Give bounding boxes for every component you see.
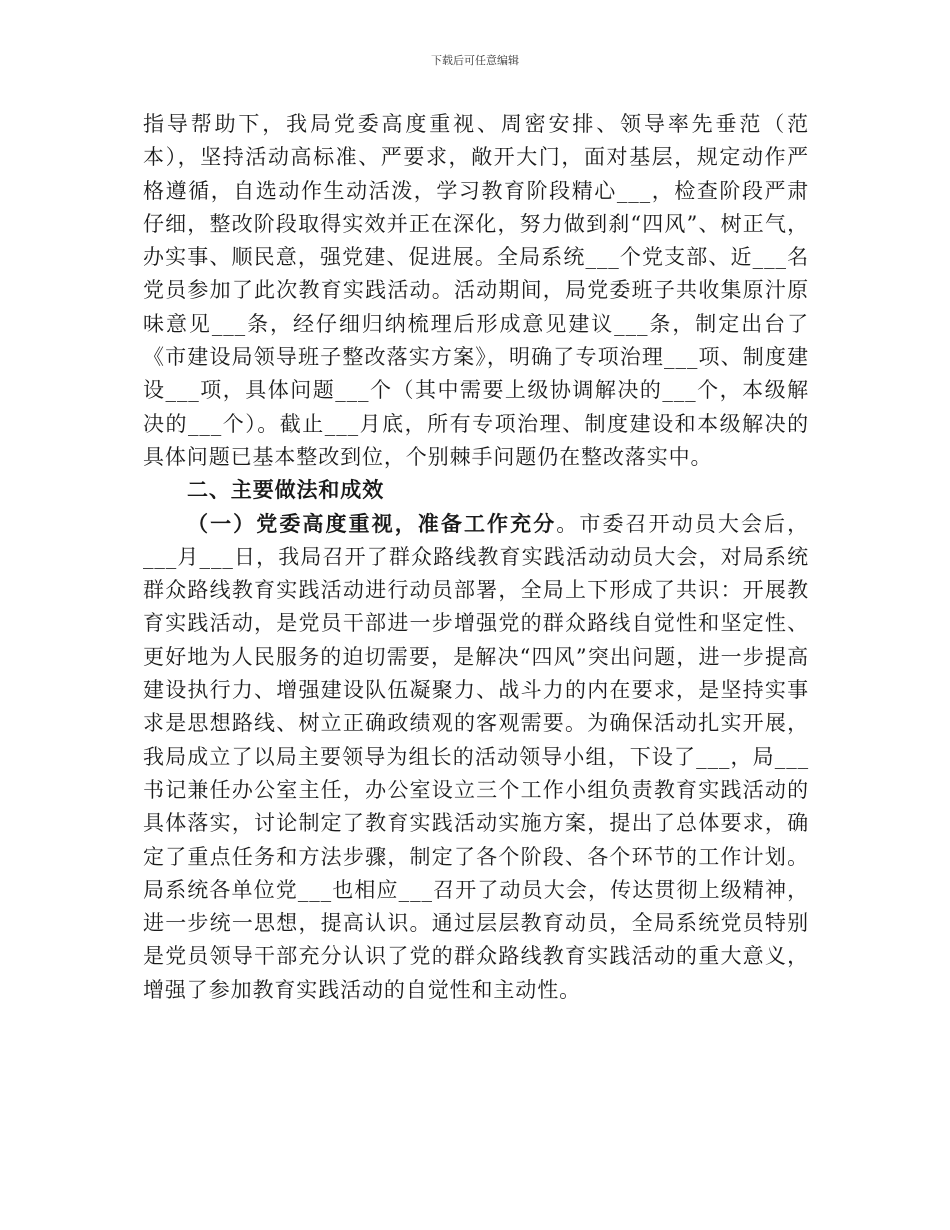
subsection-body: 。市委召开动员大会后，___月___日，我局召开了群众路线教育实践活动动员大会，对局系统群众路线教育实践活动进行动员部署，全局上下形成了共识：开展教育实践活动，是党员干部进一步增强党的群众路线自觉性和坚定性、更好地为人民服务的迫切需要，是解决“四风”突出问题，进一步提高建设执行力、增强建设队伍凝聚力、战斗力的内在要求，是坚持实事求是思想路线、树立正确政绩观的客观需要。为确保活动扎实开展，我局成立了以局主要领导为组长的活动领导小组，下设了___，局___书记兼任办公室主任，办公室设立三个工作小组负责教育实践活动的具体落实，讨论制定了教育实践活动实施方案，提出了总体要求，确定了重点任务和方法步骤，制定了各个阶段、各个环节的工作计划。局系统各单位党___也相应___召开了动员大会，传达贯彻上级精神，进一步统一思想，提高认识。通过层层教育动员，全局系统党员特别是党员领导干部充分认识了党的群众路线教育实践活动的重大意义，增强了参加教育实践活动的自觉性和主动性。 [143,511,809,1002]
header-note: 下载后可任意编辑 [431,54,519,67]
paragraph-subsection [143,508,809,1007]
document-body [143,108,809,1007]
section-heading: 二、主要做法和成效 [187,478,385,503]
paragraph-intro: 指导帮助下，我局党委高度重视、周密安排、领导率先垂范（范本），坚持活动高标准、严要求，敞开大门，面对基层，规定动作严格遵循，自选动作生动活泼，学习教育阶段精心___，检查阶段严肃仔细，整改阶段取得实效并正在深化，努力做到刹“四风”、树正气，办实事、顺民意，强党建、促进展。全局系统___个党支部、近___名党员参加了此次教育实践活动。活动期间，局党委班子共收集原汁原味意见___条，经仔细归纳梳理后形成意见建议___条，制定出台了《市建设局领导班子整改落实方案》，明确了专项治理___项、制度建设___项，具体问题___个（其中需要上级协调解决的___个，本级解决的___个）。截止___月底，所有专项治理、制度建设和本级解决的具体问题已基本整改到位，个别棘手问题仍在整改落实中。 [143,112,809,469]
subsection-lead: （一）党委高度重视，准备工作充分 [187,511,557,536]
